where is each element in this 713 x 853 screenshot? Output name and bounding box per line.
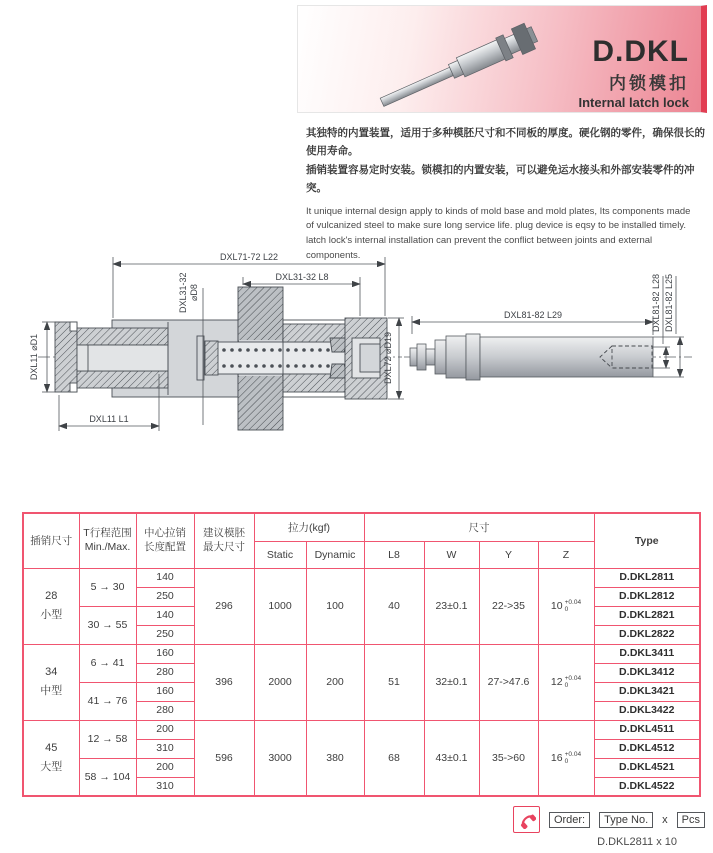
cell-length: 140	[136, 606, 194, 625]
header-banner	[297, 5, 707, 113]
description-chinese	[306, 124, 708, 198]
col-header-y: Y	[479, 541, 538, 568]
title-chinese: 内锁模扣	[609, 73, 689, 93]
col-header-w: W	[424, 541, 479, 568]
col-header-t-range	[79, 513, 136, 568]
cell-length: 310	[136, 777, 194, 796]
col-header-static: Static	[254, 541, 306, 568]
cell-pin-size	[23, 720, 79, 796]
dim-label-d8-line2: ⌀D8	[189, 284, 199, 301]
col-header-mold-base	[194, 513, 254, 568]
col-header-z: Z	[538, 541, 594, 568]
z-base: 16	[550, 751, 563, 764]
col-header-pull-force: 拉力(kgf)	[254, 513, 364, 541]
pin-size-number: 34	[45, 666, 58, 679]
cell-pin-size	[23, 644, 79, 720]
t-range-line2: Min./Max.	[84, 540, 131, 553]
cell-w: 43±0.1	[424, 720, 479, 796]
cell-pin-size	[23, 568, 79, 644]
cell-type: D.DKL3422	[594, 701, 700, 720]
table-row	[23, 568, 700, 587]
cell-type: D.DKL2811	[594, 568, 700, 587]
cell-mold-base: 296	[194, 568, 254, 644]
cell-type: D.DKL4522	[594, 777, 700, 796]
cell-dynamic: 100	[306, 568, 364, 644]
pcs-box: Pcs	[677, 812, 705, 828]
dim-label-l28: DXL81-82 L28	[651, 273, 661, 332]
cell-z	[538, 568, 594, 644]
col-header-dimensions: 尺寸	[364, 513, 594, 541]
phone-box	[513, 806, 540, 833]
dim-label-d1: DXL11 ⌀D1	[29, 333, 39, 381]
z-base: 10	[550, 599, 563, 612]
desc-zh-line2: 插销装置容易定时安装。锁模扣的内置安装，可以避免运水接头和外部安装零件的冲突。	[306, 163, 695, 195]
title-english: Internal latch lock	[578, 94, 689, 110]
z-tol-bottom: 0	[564, 606, 569, 613]
times-label: x	[662, 813, 668, 826]
col-header-l8: L8	[364, 541, 424, 568]
cell-length: 310	[136, 739, 194, 758]
dim-label-l29: DXL81-82 L29	[503, 310, 563, 320]
technical-drawing	[0, 240, 713, 475]
pin-size-number: 28	[45, 590, 58, 603]
cell-length: 200	[136, 758, 194, 777]
col-header-center-pin	[136, 513, 194, 568]
dim-label-d19: DXL72 ⌀D19	[383, 332, 393, 384]
cell-length: 140	[136, 568, 194, 587]
cell-type: D.DKL3412	[594, 663, 700, 682]
table-row	[23, 644, 700, 663]
type-no-box: Type No.	[599, 812, 653, 828]
cell-mold-base: 596	[194, 720, 254, 796]
z-base: 12	[550, 675, 563, 688]
spec-table	[22, 512, 701, 797]
mold-base-line1: 建议模胚	[203, 526, 245, 539]
desc-zh-line1: 其独特的内置装置，适用于多种模胚尺寸和不同板的厚度。硬化钢的零件，确保很长的使用寿命。	[306, 127, 705, 158]
cell-type: D.DKL3421	[594, 682, 700, 701]
pin-size-number: 45	[45, 742, 58, 755]
cell-l8: 68	[364, 720, 424, 796]
center-pin-line2: 长度配置	[144, 540, 186, 553]
cell-y: 35->60	[479, 720, 538, 796]
order-footer	[445, 806, 705, 848]
cell-dynamic: 200	[306, 644, 364, 720]
order-example: D.DKL2811 x 10	[597, 836, 677, 848]
cell-length: 280	[136, 701, 194, 720]
dim-label-l22: DXL71-72 L22	[219, 252, 279, 262]
pin-size-label: 中型	[40, 685, 63, 697]
cell-range: 6 → 41	[79, 644, 136, 682]
cell-range: 12 → 58	[79, 720, 136, 758]
order-row	[445, 806, 705, 833]
order-label: Order:	[549, 812, 590, 828]
cell-range: 30 → 55	[79, 606, 136, 644]
z-tol-top: +0.04	[564, 750, 582, 758]
product-photo-latch-lock	[360, 14, 560, 112]
center-pin-line1: 中心拉销	[144, 526, 186, 539]
cell-mold-base: 396	[194, 644, 254, 720]
cell-z	[538, 644, 594, 720]
cell-static: 2000	[254, 644, 306, 720]
cell-type: D.DKL2822	[594, 625, 700, 644]
main-section-view	[29, 252, 404, 431]
pin-size-label: 小型	[40, 609, 63, 621]
col-header-pin-size: 插销尺寸	[23, 513, 79, 568]
cell-w: 23±0.1	[424, 568, 479, 644]
pin-side-view	[404, 274, 692, 380]
table-row	[23, 720, 700, 739]
cell-type: D.DKL2821	[594, 606, 700, 625]
cell-static: 3000	[254, 720, 306, 796]
col-header-dynamic: Dynamic	[306, 541, 364, 568]
cell-length: 250	[136, 625, 194, 644]
cell-y: 27->47.6	[479, 644, 538, 720]
cell-z	[538, 720, 594, 796]
cell-type: D.DKL4512	[594, 739, 700, 758]
t-range-line1: T行程范围	[83, 526, 132, 539]
cell-length: 250	[136, 587, 194, 606]
model-code: D.DKL	[592, 35, 689, 68]
desc-en-line1: It unique internal design apply to kinds of mold base and mold plates, Its components made	[306, 205, 691, 217]
mold-base-line2: 最大尺寸	[203, 540, 245, 553]
desc-en-line2: of vulcanized steel to make sure long service life. plug device is eqsy to be installed timely.	[306, 220, 687, 232]
dim-label-d8-line1: DXL31-32	[178, 272, 188, 313]
z-tol-top: +0.04	[564, 598, 582, 606]
cell-range: 5 → 30	[79, 568, 136, 606]
dim-label-l1: DXL11 L1	[89, 414, 129, 424]
cell-type: D.DKL2812	[594, 587, 700, 606]
cross-section-drawing	[0, 240, 713, 475]
cell-type: D.DKL3411	[594, 644, 700, 663]
z-tol-bottom: 0	[564, 682, 569, 689]
z-tol-top: +0.04	[564, 674, 582, 682]
desc-en-line3: latch lock's internal installation can prevent the conflict between joints and external components.	[306, 234, 653, 261]
cell-range: 58 → 104	[79, 758, 136, 796]
cell-type: D.DKL4521	[594, 758, 700, 777]
cell-length: 160	[136, 682, 194, 701]
cell-l8: 40	[364, 568, 424, 644]
cell-static: 1000	[254, 568, 306, 644]
cell-range: 41 → 76	[79, 682, 136, 720]
cell-y: 22->35	[479, 568, 538, 644]
z-tol-bottom: 0	[564, 757, 569, 765]
phone-icon	[517, 810, 536, 829]
cell-length: 200	[136, 720, 194, 739]
cell-dynamic: 380	[306, 720, 364, 796]
col-header-type: Type	[594, 513, 700, 568]
cell-w: 32±0.1	[424, 644, 479, 720]
spec-table-section	[22, 512, 701, 797]
cell-type: D.DKL4511	[594, 720, 700, 739]
banner-titles	[578, 36, 689, 110]
cell-length: 280	[136, 663, 194, 682]
cell-l8: 51	[364, 644, 424, 720]
pin-size-label: 大型	[40, 760, 63, 773]
dim-label-l8: DXL31-32 L8	[275, 272, 329, 282]
dim-label-l25: DXL81-82 L25	[664, 273, 674, 332]
cell-length: 160	[136, 644, 194, 663]
